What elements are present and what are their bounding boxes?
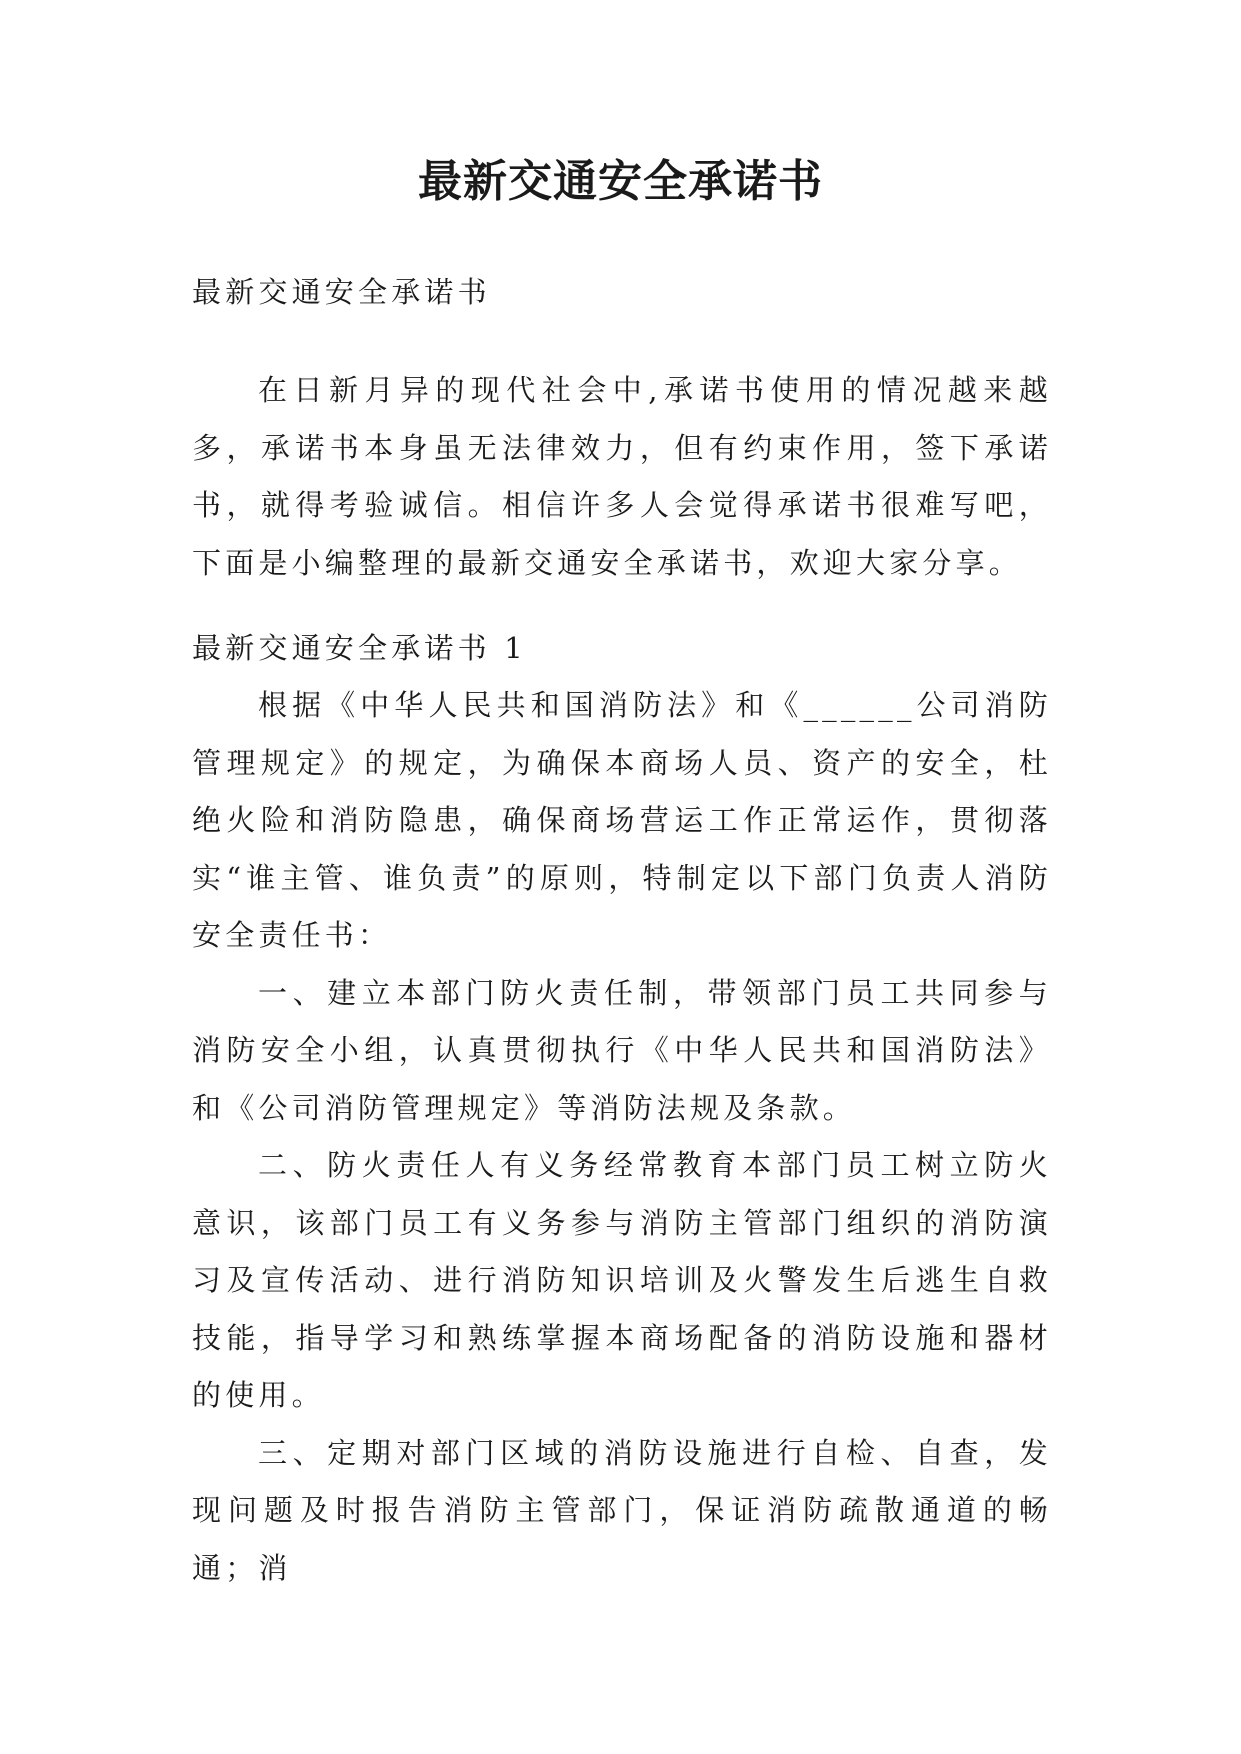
body-paragraphs xyxy=(192,677,1052,1597)
body-paragraph: 一、建立本部门防火责任制，带领部门员工共同参与消防安全小组，认真贯彻执行《中华人民共和国消防法》和《公司消防管理规定》等消防法规及条款。 xyxy=(192,975,1052,1125)
body-paragraph: 二、防火责任人有义务经常教育本部门员工树立防火意识，该部门员工有义务参与消防主管部门组织的消防演习及宣传活动、进行消防知识培训及火警发生后逃生自救技能，指导学习和熟练掌握本商场配备的消防设施和器材的使用。 xyxy=(192,1148,1052,1412)
document-title: 最新交通安全承诺书 xyxy=(418,156,823,207)
document-subtitle: 最新交通安全承诺书 xyxy=(192,275,491,309)
intro-paragraph: 在日新月异的现代社会中,承诺书使用的情况越来越多，承诺书本身虽无法律效力，但有约束作用，签下承诺书，就得考验诚信。相信许多人会觉得承诺书很难写吧，下面是小编整理的最新交通安全承诺书，欢迎大家分享。 xyxy=(192,373,1052,580)
section-heading: 最新交通安全承诺书 1 xyxy=(192,631,527,665)
body-paragraph: 三、定期对部门区域的消防设施进行自检、自查，发现问题及时报告消防主管部门，保证消防疏散通道的畅通；消 xyxy=(192,1435,1052,1585)
body-paragraph: 根据《中华人民共和国消防法》和《______公司消防管理规定》的规定，为确保本商场人员、资产的安全，杜绝火险和消防隐患，确保商场营运工作正常运作，贯彻落实“谁主管、谁负责”的原则，特制定以下部门负责人消防安全责任书： xyxy=(192,688,1052,952)
